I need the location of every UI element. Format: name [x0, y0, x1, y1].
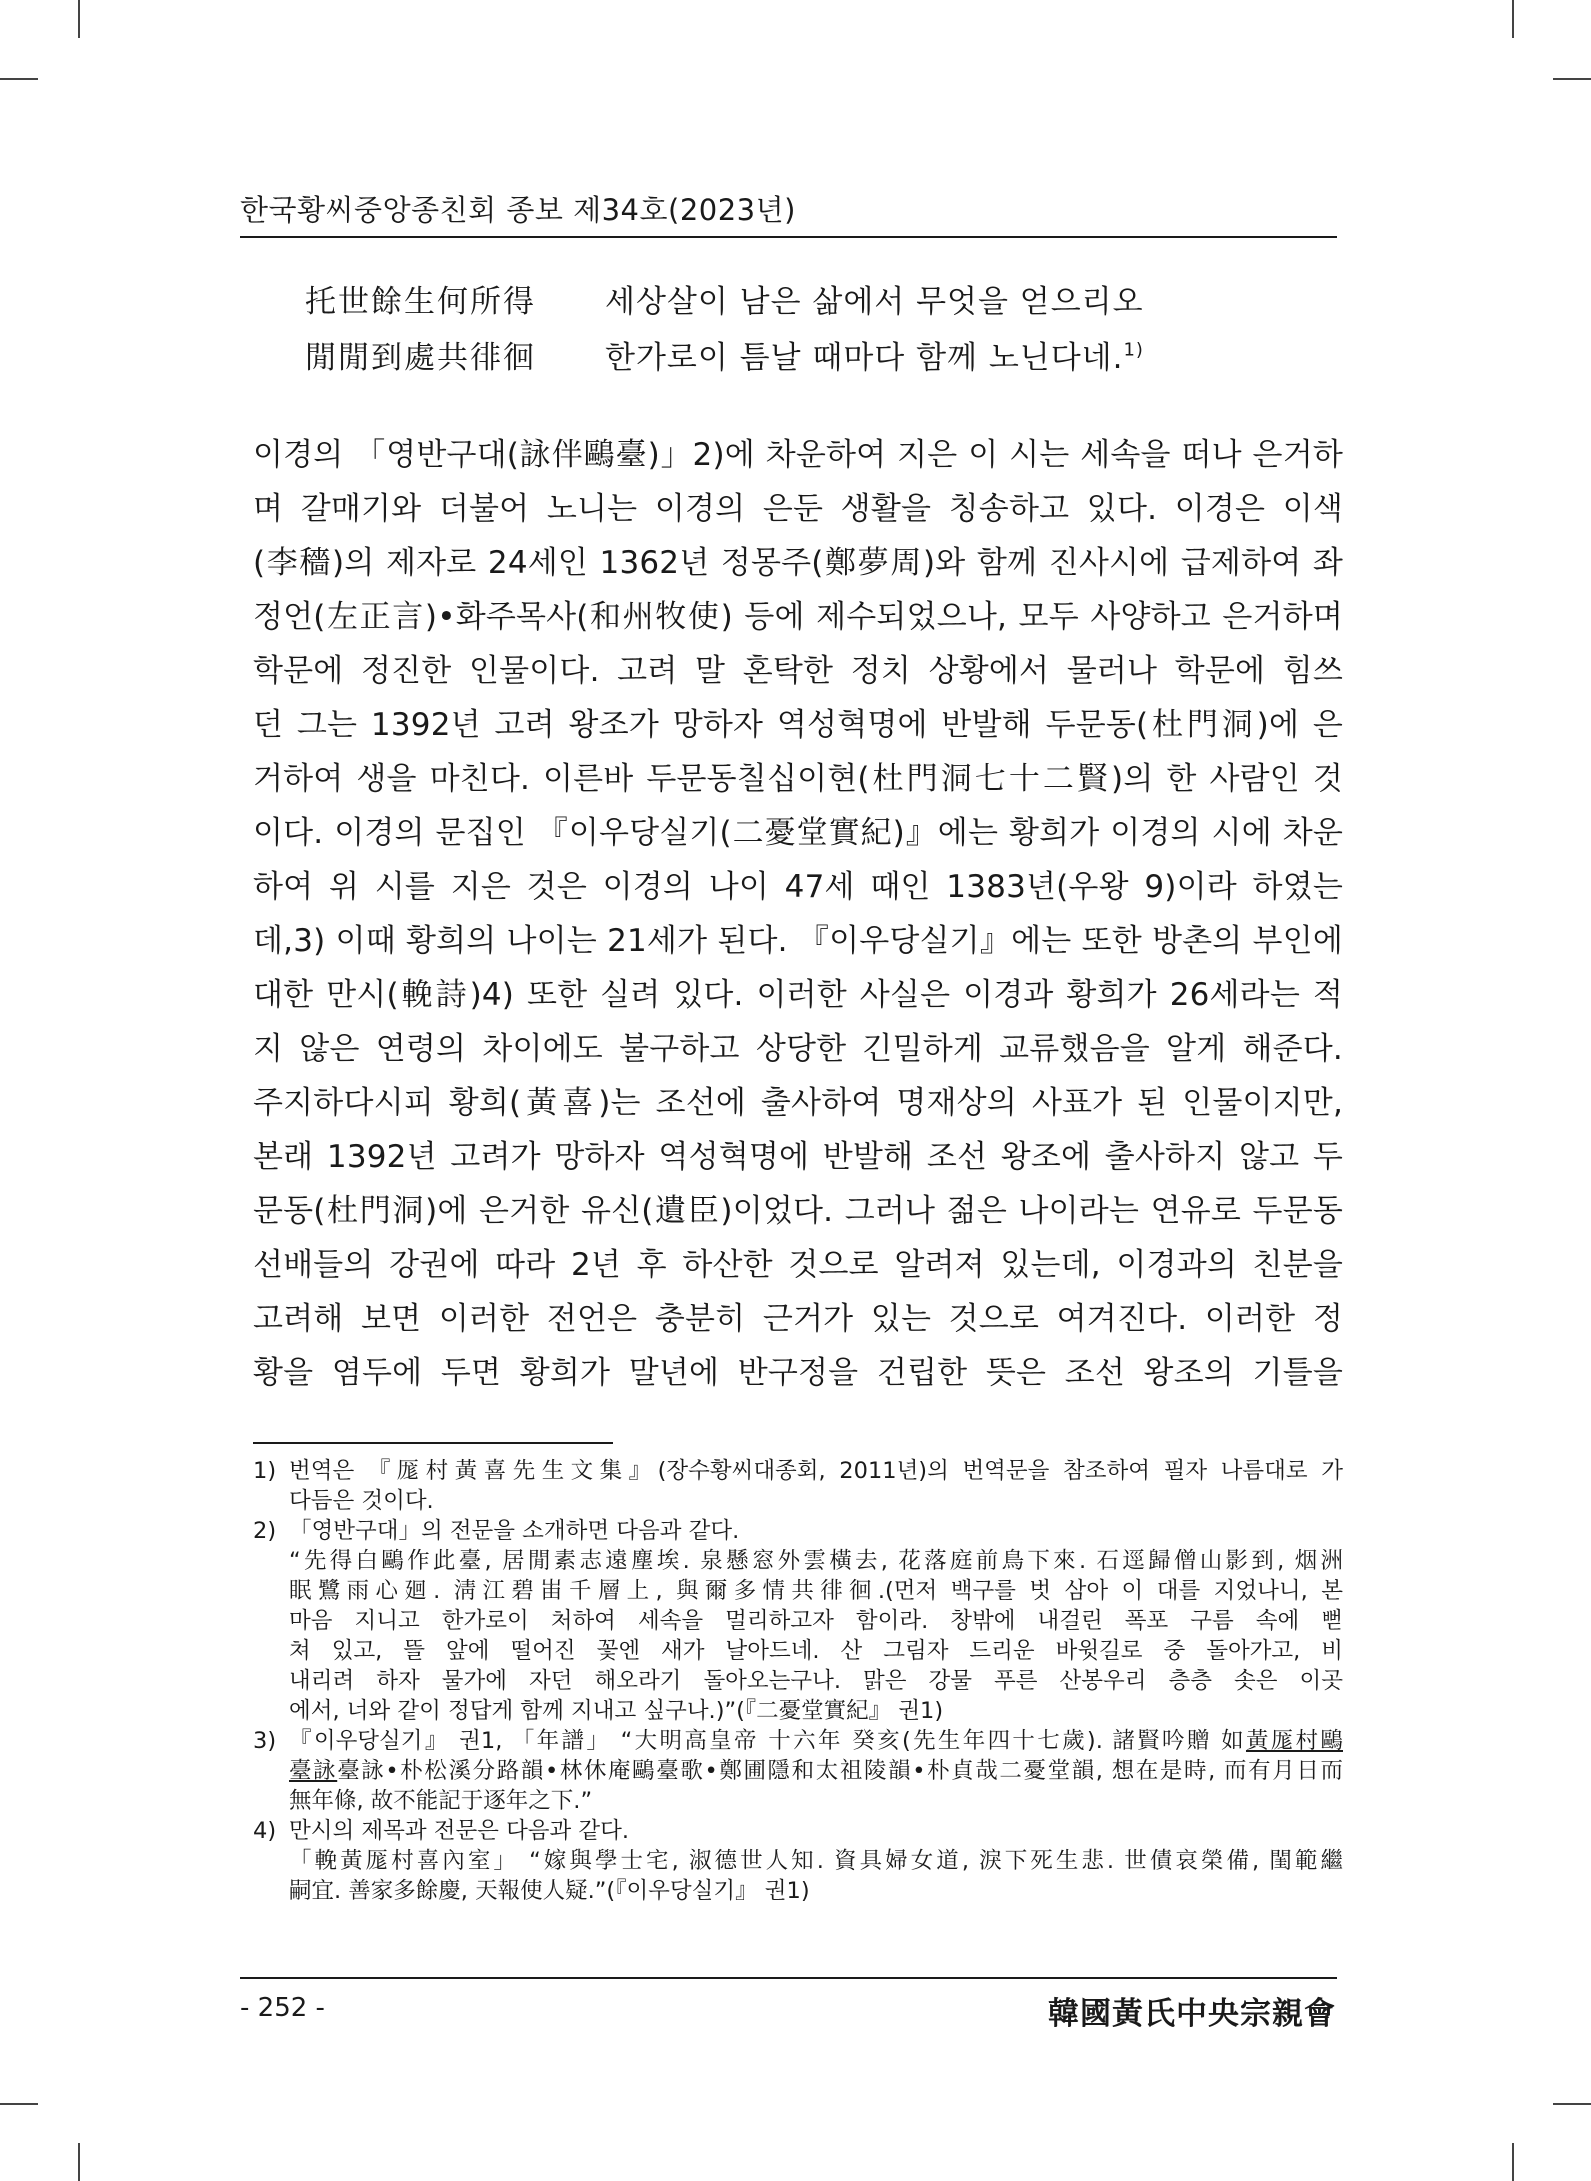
body-line: 학문에 정진한 인물이다. 고려 말 혼탁한 정치 상황에서 물러나 학문에 힘쓰 — [253, 653, 1343, 689]
poem-translation-text: 한가로이 틈날 때마다 함께 노닌다네. — [605, 339, 1124, 376]
footnote — [253, 1456, 1343, 1516]
crop-mark — [1512, 2143, 1514, 2181]
body-line: 주지하다시피 황희(黃喜)는 조선에 출사하여 명재상의 사표가 된 인물이지만, — [253, 1085, 1343, 1121]
poem-translation: 세상살이 남은 삶에서 무엇을 얻으리오 — [605, 283, 1144, 320]
footnote-line: 에서, 너와 같이 정답게 함께 지내고 싶구나.)”(『二憂堂實紀』 권1) — [289, 1698, 944, 1724]
body-text — [253, 428, 1343, 1400]
footnote-ref: 1) — [1123, 338, 1144, 360]
poem-line — [305, 270, 1305, 326]
crop-mark — [1553, 78, 1591, 80]
crop-mark — [78, 2143, 80, 2181]
footnote-line: 마음 지니고 한가로이 처하여 세속을 멀리하고자 함이라. 창밖에 내걸린 폭포 구름 속에 뻗 — [289, 1608, 1343, 1634]
poem-block — [305, 270, 1305, 382]
crop-mark — [78, 0, 80, 38]
footer-rule — [240, 1977, 1337, 1979]
footnote-line: 만시의 제목과 전문은 다음과 같다. — [289, 1818, 630, 1844]
footnote-number: 3) — [253, 1728, 277, 1754]
body-line: 이경의 「영반구대(詠伴鷗臺)」2)에 차운하여 지은 이 시는 세속을 떠나 은거하 — [253, 437, 1343, 473]
body-line: 며 갈매기와 더불어 노니는 이경의 은둔 생활을 칭송하고 있다. 이경은 이색 — [253, 491, 1343, 527]
body-line: 대한 만시(輓詩)4) 또한 실려 있다. 이러한 사실은 이경과 황희가 26세라는 적 — [253, 977, 1343, 1013]
footnote-body — [289, 1726, 1343, 1816]
footnote-number: 2) — [253, 1518, 277, 1544]
body-line: 이다. 이경의 문집인 『이우당실기(二憂堂實紀)』에는 황희가 이경의 시에 차운 — [253, 815, 1343, 851]
poem-hanja: 閒閒到處共徘徊 — [305, 339, 536, 376]
footnote-line: 嗣宜. 善家多餘慶, 天報使人疑.”(『이우당실기』 권1) — [289, 1878, 810, 1904]
body-line: 던 그는 1392년 고려 왕조가 망하자 역성혁명에 반발해 두문동(杜門洞)에 은 — [253, 707, 1343, 743]
footnote-number: 4) — [253, 1818, 277, 1844]
footnote-line: 다듬은 것이다. — [289, 1488, 434, 1514]
crop-mark — [1553, 2103, 1591, 2105]
footnote-line — [289, 1756, 1343, 1786]
footnotes — [253, 1456, 1343, 1906]
footnote-line: 無年條, 故不能記于逐年之下.” — [289, 1788, 593, 1814]
body-line: 정언(左正言)•화주목사(和州牧使) 등에 제수되었으나, 모두 사양하고 은거하며 — [253, 599, 1343, 635]
underlined-text: 黃厖村鷗 — [1245, 1728, 1343, 1754]
footnote — [253, 1726, 1343, 1816]
footnote-line: 내리려 하자 물가에 자던 해오라기 돌아오는구나. 맑은 강물 푸른 산봉우리 층층 솟은 이곳 — [289, 1668, 1343, 1694]
society-name: 韓國黃氏中央宗親會 — [1048, 1996, 1336, 2032]
header-rule — [240, 236, 1337, 238]
footnote-number: 1) — [253, 1458, 277, 1484]
body-line: 문동(杜門洞)에 은거한 유신(遺臣)이었다. 그러나 젊은 나이라는 연유로 두문동 — [253, 1193, 1343, 1229]
poem-translation — [605, 332, 1144, 377]
body-line: 데,3) 이때 황희의 나이는 21세가 된다. 『이우당실기』에는 또한 방촌의 부인에 — [253, 923, 1343, 959]
footnote-line: 「輓黃厖村喜內室」 “嫁與學士宅, 淑德世人知. 資具婦女道, 淚下死生悲. 世債哀榮備, 閨範繼 — [289, 1848, 1343, 1874]
underlined-text: 臺詠 — [289, 1758, 338, 1784]
body-line: (李穡)의 제자로 24세인 1362년 정몽주(鄭夢周)와 함께 진사시에 급제하여 좌 — [253, 545, 1343, 581]
footnote — [253, 1516, 1343, 1726]
poem-hanja: 托世餘生何所得 — [305, 283, 536, 320]
footnote-text: 臺詠•朴松溪分路韻•林休庵鷗臺歌•鄭圃隱和太祖陵韻•朴貞哉二憂堂韻, 想在是時, 而有月日而 — [337, 1758, 1343, 1784]
running-head: 한국황씨중앙종친회 종보 제34호(2023년) — [240, 193, 796, 227]
footnote-rule — [253, 1442, 613, 1444]
body-line: 본래 1392년 고려가 망하자 역성혁명에 반발해 조선 왕조에 출사하지 않고 두 — [253, 1139, 1343, 1175]
footnote-line: 「영반구대」의 전문을 소개하면 다음과 같다. — [289, 1518, 740, 1544]
body-line: 고려해 보면 이러한 전언은 충분히 근거가 있는 것으로 여겨진다. 이러한 정 — [253, 1301, 1343, 1337]
crop-mark — [1512, 0, 1514, 38]
page-number: - 252 - — [240, 1993, 325, 2023]
body-line: 거하여 생을 마친다. 이른바 두문동칠십이현(杜門洞七十二賢)의 한 사람인 것 — [253, 761, 1343, 797]
footnote-line: 眠鷺雨心廻. 淸江碧峀千層上, 與爾多情共徘徊.(먼저 백구를 벗 삼아 이 대를 지었나니, 본 — [289, 1578, 1343, 1604]
footnote-text: 『이우당실기』 권1, 「年譜」 “大明高皇帝 十六年 癸亥(先生年四十七歲). 諸賢吟贈 如 — [289, 1728, 1246, 1754]
footnote-line: 쳐 있고, 뜰 앞에 떨어진 꽃엔 새가 날아드네. 산 그림자 드리운 바윗길로 중 돌아가고, 비 — [289, 1638, 1343, 1664]
footnote-line: “先得白鷗作此臺, 居閒素志遠塵埃. 泉懸窓外雲橫去, 花落庭前鳥下來. 石逕歸僧山影到, 烟洲 — [289, 1548, 1343, 1574]
crop-mark — [0, 2103, 38, 2105]
body-line: 지 않은 연령의 차이에도 불구하고 상당한 긴밀하게 교류했음을 알게 해준다. — [253, 1031, 1343, 1067]
footnote-body — [289, 1516, 1343, 1726]
body-line: 황을 염두에 두면 황희가 말년에 반구정을 건립한 뜻은 조선 왕조의 기틀을 — [253, 1355, 1343, 1391]
poem-line — [305, 326, 1305, 382]
footnote-line — [289, 1726, 1343, 1756]
crop-mark — [0, 78, 38, 80]
footnote — [253, 1816, 1343, 1906]
footnote-body — [289, 1456, 1343, 1516]
body-line: 하여 위 시를 지은 것은 이경의 나이 47세 때인 1383년(우왕 9)이라 하였는 — [253, 869, 1343, 905]
body-line: 선배들의 강권에 따라 2년 후 하산한 것으로 알려져 있는데, 이경과의 친분을 — [253, 1247, 1343, 1283]
footnote-body — [289, 1816, 1343, 1906]
footnote-line: 번역은 『厖村黃喜先生文集』(장수황씨대종회, 2011년)의 번역문을 참조하여 필자 나름대로 가 — [289, 1458, 1343, 1484]
